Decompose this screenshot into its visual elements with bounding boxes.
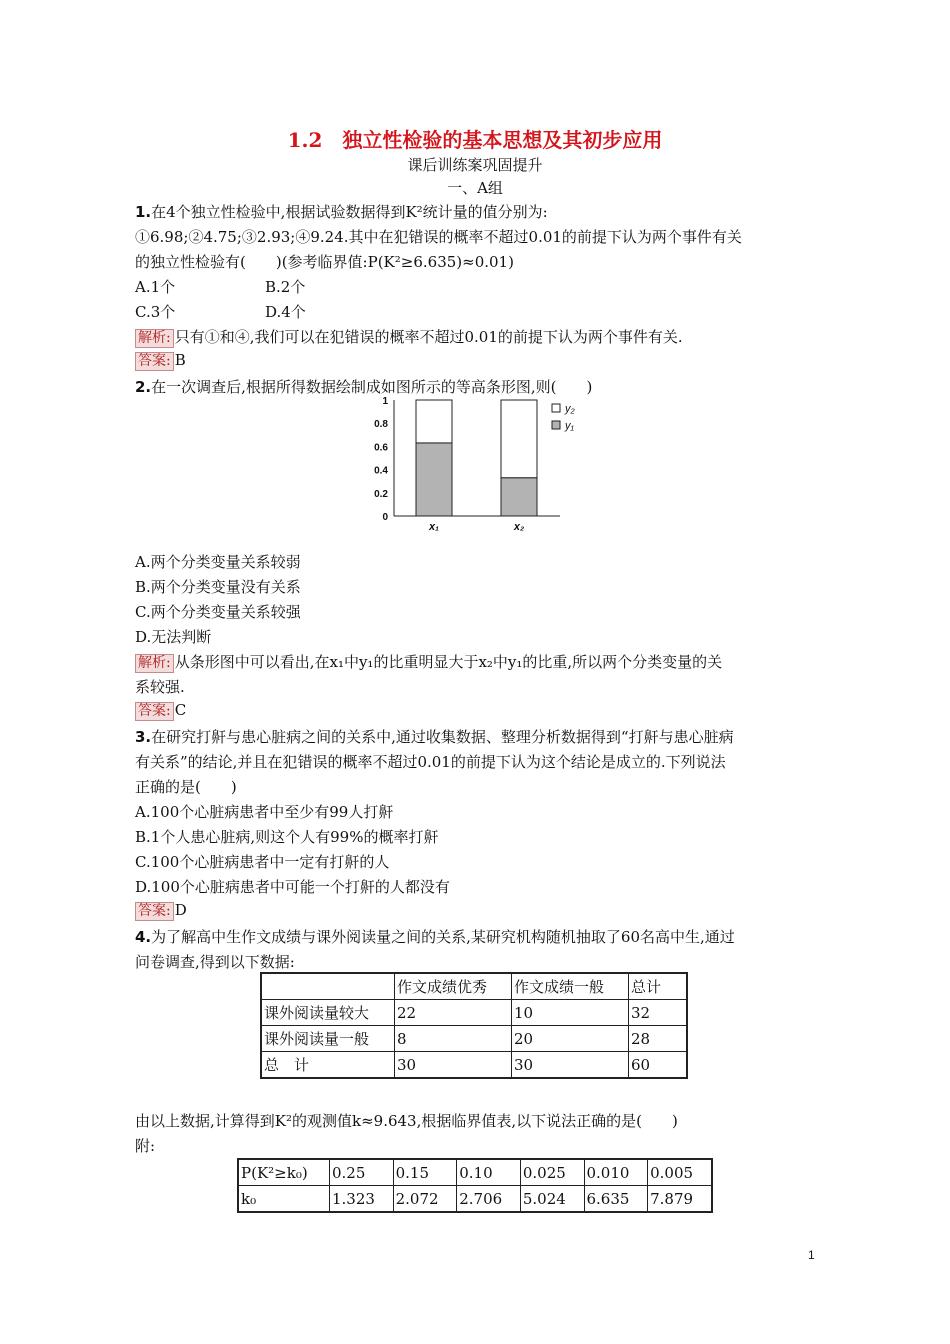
q3-option-b: B.1个人患心脏病,则这个人有99%的概率打鼾 xyxy=(135,828,439,846)
y-tick-label: 1 xyxy=(382,396,388,407)
page-title: 1.2 独立性检验的基本思想及其初步应用 xyxy=(287,128,663,152)
q2-number: 2. xyxy=(135,378,152,396)
q2-option-c: C.两个分类变量关系较强 xyxy=(135,603,301,621)
table-cell: 30 xyxy=(512,1052,629,1079)
q3-stem-line2: 有关系”的结论,并且在犯错误的概率不超过0.01的前提下认为这个结论是成立的.下列说法 xyxy=(135,753,726,771)
y-tick-label: 0.6 xyxy=(374,442,388,454)
q2-analysis-line1: 解析: 从条形图中可以看出,在x₁中y₁的比重明显大于x₂中y₁的比重,所以两个分类变量的关 xyxy=(135,651,722,673)
q1-option-c: C.3个 xyxy=(135,303,176,321)
answer-tag: 答案: xyxy=(135,352,174,371)
table-cell: 20 xyxy=(512,1026,629,1052)
q2-option-d: D.无法判断 xyxy=(135,628,212,646)
critical-value-table xyxy=(237,1158,713,1213)
q3-option-a: A.100个心脏病患者中至少有99人打鼾 xyxy=(135,803,394,821)
table-row xyxy=(261,1000,687,1026)
q2-stem: 2.在一次调查后,根据所得数据绘制成如图所示的等高条形图,则( ) xyxy=(135,378,593,396)
bar-segment-2-y₁ xyxy=(501,478,537,516)
table-cell: 10 xyxy=(512,1000,629,1026)
y-tick-label: 0.2 xyxy=(374,488,388,500)
q3-answer: 答案: D xyxy=(135,901,187,921)
analysis-tag: 解析: xyxy=(135,654,174,673)
page-subtitle: 课后训练案巩固提升 xyxy=(407,156,543,174)
answer-tag: 答案: xyxy=(135,702,174,721)
legend-swatch-y₂ xyxy=(552,404,560,412)
table-cell: 22 xyxy=(395,1000,512,1026)
table-cell: 0.15 xyxy=(393,1159,457,1186)
stacked-bar-chart xyxy=(360,392,600,537)
table-cell: 6.635 xyxy=(584,1186,648,1213)
q3-number: 3. xyxy=(135,728,152,746)
y-tick-label: 0.8 xyxy=(374,419,388,431)
table-row xyxy=(261,1026,687,1052)
table-row xyxy=(238,1186,712,1213)
legend-label: y₂ xyxy=(565,403,575,415)
table-cell: 0.005 xyxy=(648,1159,712,1186)
q4-appendix-label: 附: xyxy=(135,1137,156,1155)
table-cell: 0.025 xyxy=(520,1159,584,1186)
q2-answer: 答案: C xyxy=(135,701,186,721)
q4-number: 4. xyxy=(135,928,152,946)
bar-segment-2-y₂ xyxy=(501,400,537,478)
table-cell: 1.323 xyxy=(330,1186,394,1213)
q3-option-c: C.100个心脏病患者中一定有打鼾的人 xyxy=(135,853,390,871)
table-row xyxy=(261,1052,687,1079)
bar-segment-1-y₂ xyxy=(416,400,452,443)
q1-analysis: 解析: 只有①和④,我们可以在犯错误的概率不超过0.01的前提下认为两个事件有关. xyxy=(135,326,683,348)
table-cell: P(K²≥k₀) xyxy=(238,1159,330,1186)
table-cell: 2.072 xyxy=(393,1186,457,1213)
q1-number: 1. xyxy=(135,203,152,221)
q3-stem-line1: 3.在研究打鼾与患心脏病之间的关系中,通过收集数据、整理分析数据得到“打鼾与患心脏病 xyxy=(135,728,734,746)
table-cell: 32 xyxy=(629,1000,688,1026)
q1-option-a: A.1个 xyxy=(135,278,176,296)
q3-stem-line3: 正确的是( ) xyxy=(135,778,237,796)
table-cell: 课外阅读量较大 xyxy=(261,1000,395,1026)
table-cell: 30 xyxy=(395,1052,512,1079)
analysis-tag: 解析: xyxy=(135,329,174,348)
y-tick-label: 0 xyxy=(382,512,388,523)
table-cell: 60 xyxy=(629,1052,688,1079)
answer-tag: 答案: xyxy=(135,902,174,921)
table-row xyxy=(238,1159,712,1186)
q1-stem-line2: ①6.98;②4.75;③2.93;④9.24.其中在犯错误的概率不超过0.01的前提下认为两个事件有关 xyxy=(135,228,742,246)
q2-analysis-line2: 系较强. xyxy=(135,678,185,696)
table-header-cell: 作文成绩一般 xyxy=(512,973,629,1000)
q4-stem-line1: 4.为了解高中生作文成绩与课外阅读量之间的关系,某研究机构随机抽取了60名高中生,通过 xyxy=(135,928,735,946)
table-cell: 2.706 xyxy=(457,1186,521,1213)
table-header-cell: 作文成绩优秀 xyxy=(395,973,512,1000)
page-number: 1 xyxy=(808,1248,815,1262)
legend-label: y₁ xyxy=(565,420,574,432)
table-cell: 5.024 xyxy=(520,1186,584,1213)
y-tick-label: 0.4 xyxy=(374,465,388,477)
table-cell: 0.10 xyxy=(457,1159,521,1186)
x-tick-label: x₁ xyxy=(429,521,439,533)
q2-option-b: B.两个分类变量没有关系 xyxy=(135,578,301,596)
table-cell: 8 xyxy=(395,1026,512,1052)
q1-stem-line3: 的独立性检验有( )(参考临界值:P(K²≥6.635)≈0.01) xyxy=(135,253,514,271)
legend-swatch-y₁ xyxy=(552,421,560,429)
q4-stem-line2: 问卷调查,得到以下数据: xyxy=(135,953,295,971)
section-heading: 一、A组 xyxy=(447,179,503,197)
q3-option-d: D.100个心脏病患者中可能一个打鼾的人都没有 xyxy=(135,878,450,896)
q1-stem-line1: 1.在4个独立性检验中,根据试验数据得到K²统计量的值分别为: xyxy=(135,203,548,221)
table-cell: 课外阅读量一般 xyxy=(261,1026,395,1052)
q1-option-d: D.4个 xyxy=(265,303,306,321)
table-cell: 0.25 xyxy=(330,1159,394,1186)
table-cell: 0.010 xyxy=(584,1159,648,1186)
x-tick-label: x₂ xyxy=(513,521,525,533)
table-cell xyxy=(261,973,395,1000)
q4-stem-line3: 由以上数据,计算得到K²的观测值k≈9.643,根据临界值表,以下说法正确的是( ) xyxy=(135,1112,678,1130)
table-cell: 7.879 xyxy=(648,1186,712,1213)
q1-option-b: B.2个 xyxy=(265,278,306,296)
bar-segment-1-y₁ xyxy=(416,443,452,516)
q1-answer: 答案: B xyxy=(135,351,186,371)
table-cell: 28 xyxy=(629,1026,688,1052)
table-cell: 总 计 xyxy=(261,1052,395,1079)
table-header-cell: 总计 xyxy=(629,973,688,1000)
table-header-row xyxy=(261,973,687,1000)
table-cell: k₀ xyxy=(238,1186,330,1213)
survey-data-table xyxy=(260,972,688,1079)
q2-option-a: A.两个分类变量关系较弱 xyxy=(135,553,301,571)
